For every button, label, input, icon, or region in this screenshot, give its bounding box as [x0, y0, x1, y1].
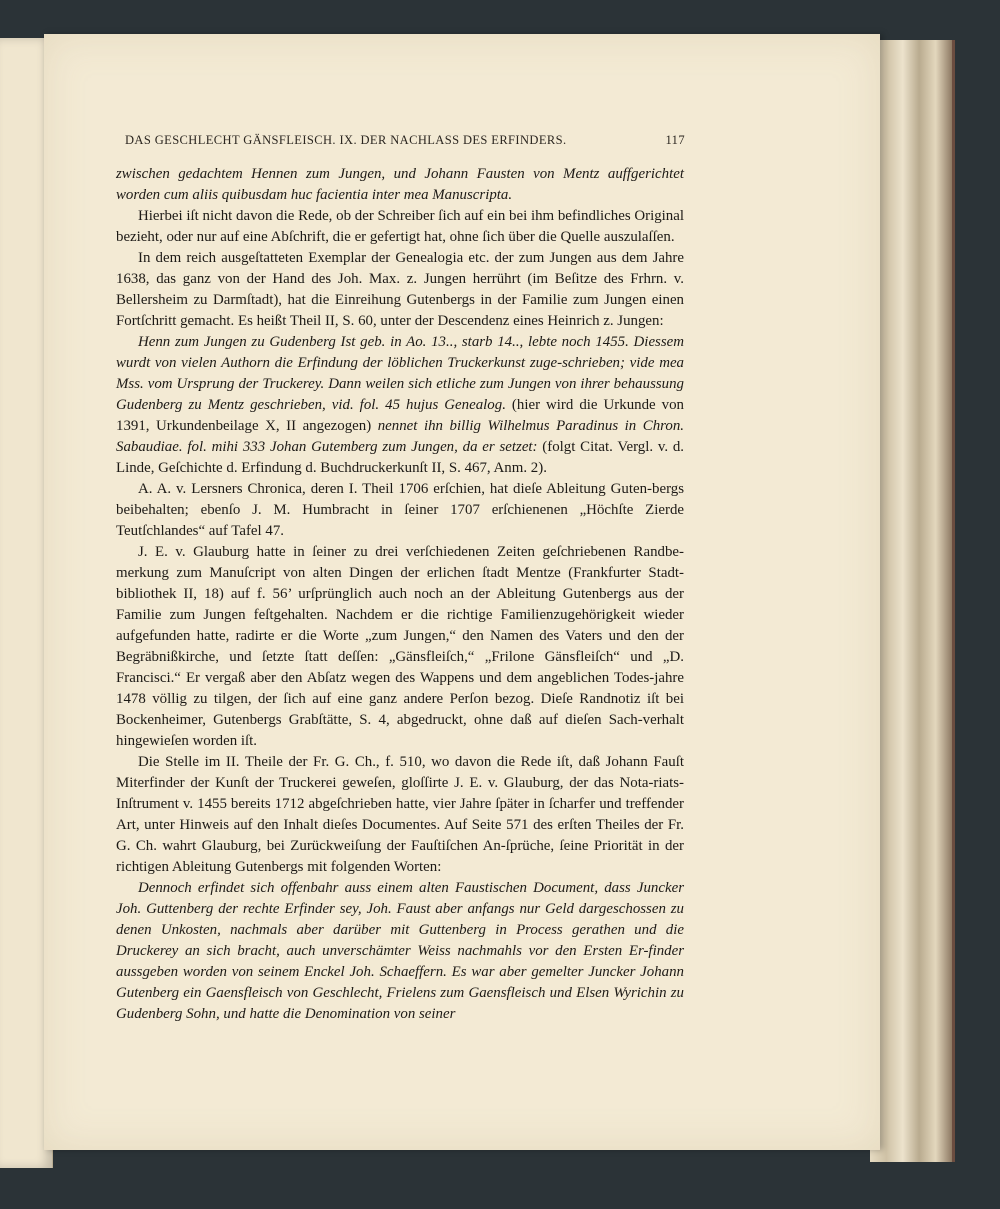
paragraph — [116, 164, 684, 206]
paragraph: Die Stelle im II. Theile der Fr. G. Ch., f. 510, wo davon die Rede iſt, daß Johann Fauſt Miterfinder der Kunſt der Truckerei geweſen, gloſſirte J. E. v. Glauburg, der das Nota-riats-Inſtrument v. 1455 bereits 1712 abgeſchrieben hatte, vier Jahre ſpäter in ſcharfer und treffender Art, unter Hinweis auf den Inhalt dieſes Documentes. Auf Seite 571 des erſten Theiles der Fr. G. Ch. wahrt Glauburg, bei Zurückweiſung der Fauſtiſchen An-ſprüche, ſeine Priorität in der richtigen Ableitung Gutenbergs mit folgenden Worten: — [116, 754, 684, 875]
text-run: (hier wird die Urkunde von 1391, Urkundenbeilage X, II angezogen) — [116, 397, 684, 434]
paragraph — [116, 332, 684, 479]
body-text — [116, 164, 684, 1025]
paragraph — [116, 878, 684, 1025]
italic-quote: zwischen gedachtem Hennen zum Jungen, und Johann Fausten von Mentz auffgerichtet worden cum aliis quibusdam huc facientia inter mea Manuscripta. — [116, 166, 684, 203]
paragraph: A. A. v. Lersners Chronica, deren I. Theil 1706 erſchien, hat dieſe Ableitung Guten-bergs beibehalten; ebenſo J. M. Humbracht in ſeiner 1707 erſchienenen „Höchſte Zierde Teutſchlandes“ auf Tafel 47. — [116, 481, 684, 539]
paragraph: J. E. v. Glauburg hatte in ſeiner zu drei verſchiedenen Zeiten geſchriebenen Randbe-merkung zum Manuſcript von alten Dingen der erlichen ſtadt Mentze (Frankfurter Stadt-bibliothek II, 18) auf f. 56’ urſprünglich auch noch an der Ableitung Gutenbergs aus der Familie zum Jungen feſtgehalten. Nachdem er die richtige Familienzugehörigkeit wieder aufgefunden hatte, radirte er die Worte „zum Jungen,“ den Namen des Vaters und den der Begräbnißkirche, und ſetzte ſtatt deſſen: „Gänsfleiſch,“ „Frilone Gänsfleiſch“ und „D. Francisci.“ Er vergaß aber den Abſatz wegen des Wappens und dem angeblichen Todes-jahre 1478 völlig zu tilgen, der ſich auf eine ganz andere Perſon bezog. Dieſe Randnotiz iſt bei Bockenheimer, Gutenbergs Grabſtätte, S. 4, abgedruckt, ohne daß auf dieſen Sach-verhalt hingewieſen worden iſt. — [116, 544, 684, 749]
paragraph: Hierbei iſt nicht davon die Rede, ob der Schreiber ſich auf ein bei ihm befindliches Original bezieht, oder nur auf eine Abſchrift, die er gefertigt hat, ohne ſich über die Quelle auszulaſſen. — [116, 208, 684, 245]
text-run: (folgt Citat. Vergl. v. d. Linde, Geſchichte d. Erfindung d. Buchdruckerkunſt II, S. 467, Anm. 2). — [116, 439, 684, 476]
running-head-title: DAS GESCHLECHT GÄNSFLEISCH. IX. DER NACHLASS DES ERFINDERS. — [125, 133, 567, 147]
page-number: 117 — [665, 133, 685, 147]
italic-quote: Dennoch erfindet sich offenbahr auss einem alten Faustischen Document, dass Juncker Joh. Guttenberg der rechte Erfinder sey, Joh. Faust aber anfangs nur Geld dargeschossen zu denen Unkosten, nachmals aber darüber mit Guttenberg in Process gerathen und die Druckerey an sich bracht, auch unverschämter Weiss nachmahls vor den Ersten Er-finder aussgeben worden von seinem Enckel Joh. Schaeffern. Es war aber gemelter Juncker Johann Gutenberg ein Gaensfleisch von Geschlecht, Frielens zum Gaensfleisch und Elsen Wyrichin zu Gudenberg Sohn, und hatte die Denomination von seiner — [116, 880, 684, 1022]
italic-quote: nennet ihn billig Wilhelmus Paradinus in Chron. Sabaudiae. fol. mihi 333 Johan Gutemberg zum Jungen, da er setzet: — [116, 418, 684, 455]
paragraph: In dem reich ausgeſtatteten Exemplar der Genealogia etc. der zum Jungen aus dem Jahre 1638, das ganz von der Hand des Joh. Max. z. Jungen herrührt (im Beſitze des Frhrn. v. Bellersheim zu Darmſtadt), hat die Einreihung Gutenbergs in der Familie zum Jungen einen Fortſchritt gemacht. Es heißt Theil II, S. 60, unter der Descendenz eines Heinrich z. Jungen: — [116, 250, 684, 329]
italic-quote: Henn zum Jungen zu Gudenberg Ist geb. in Ao. 13.., starb 14.., lebte noch 1455. Diessem wurdt von vielen Authorn die Erfindung der löblichen Truckerkunst zuge-schrieben; vide mea Mss. vom Ursprung der Truckerey. Dann weilen sich etliche zum Jungen von ihrer behaussung Gudenberg zu Mentz geschrieben, vid. fol. 45 hujus Genealog. — [116, 334, 684, 413]
book-page-edges — [870, 40, 955, 1162]
